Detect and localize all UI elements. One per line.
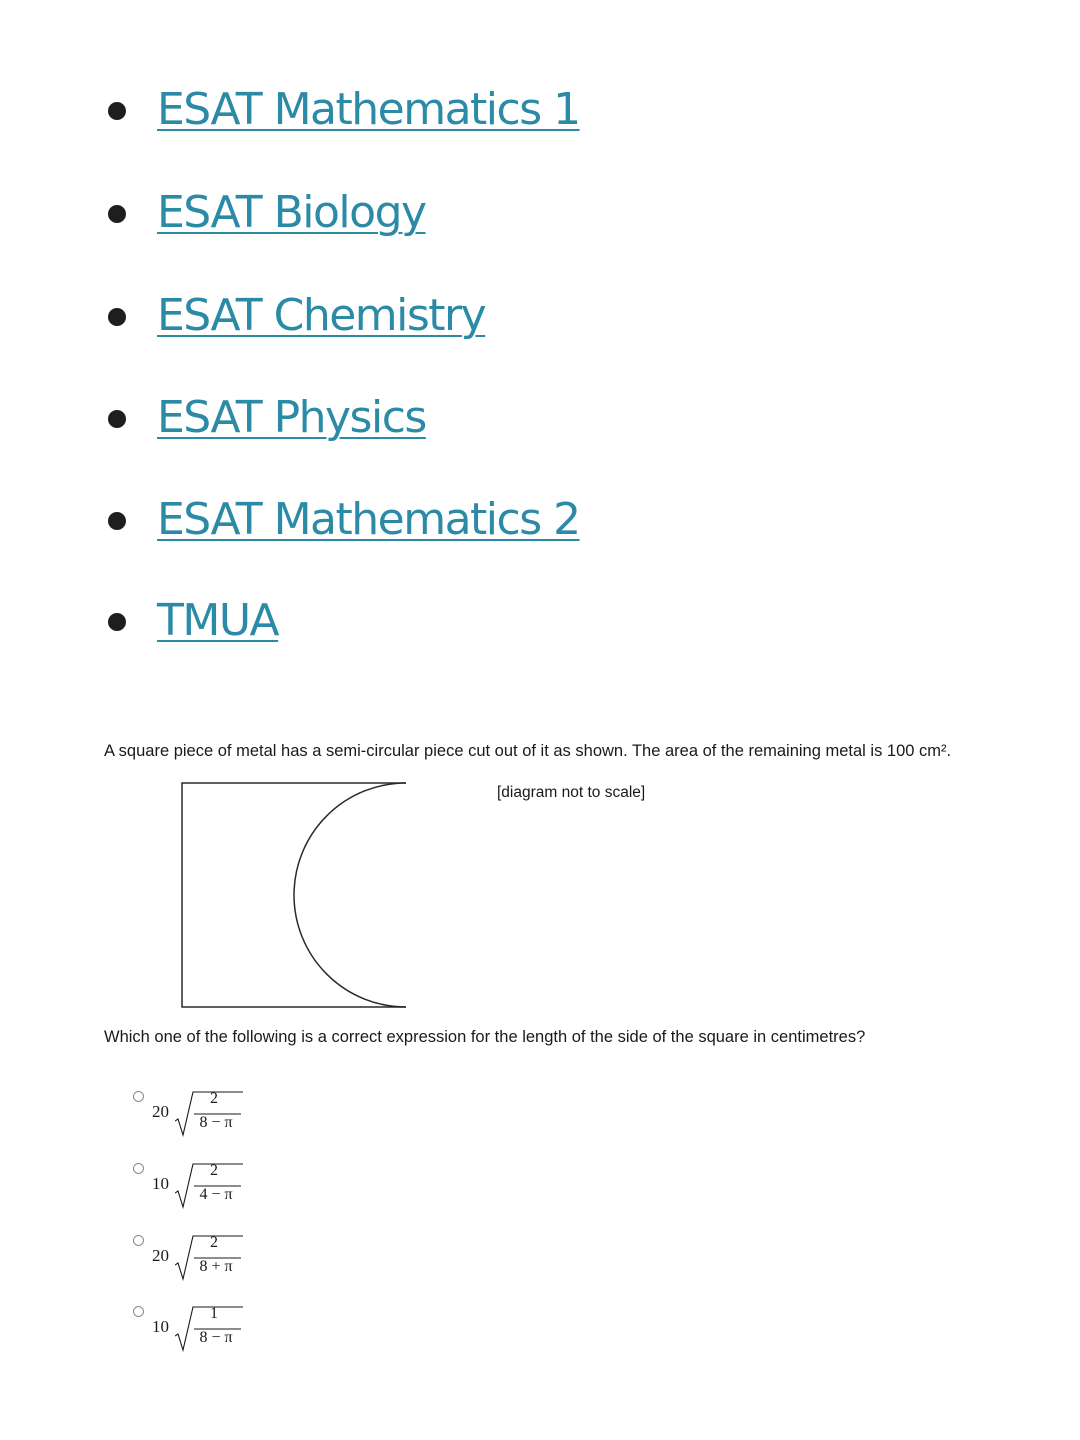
option-coefficient: 20	[152, 1102, 169, 1121]
link-item-esat-chemistry	[0, 281, 760, 351]
square-semicircle-diagram	[176, 776, 416, 1016]
link-item-esat-mathematics-1	[0, 75, 760, 145]
link-esat-mathematics-2[interactable]: ESAT Mathematics 2	[157, 494, 580, 545]
link-esat-biology[interactable]: ESAT Biology	[157, 187, 426, 238]
bullet-icon	[108, 512, 126, 530]
link-item-esat-physics	[0, 383, 760, 453]
option-denominator: 8 + π	[199, 1258, 233, 1275]
option-numerator: 2	[210, 1162, 218, 1179]
option-coefficient: 10	[152, 1174, 169, 1193]
diagram-note: [diagram not to scale]	[497, 784, 646, 801]
link-item-esat-biology	[0, 178, 760, 248]
option-numerator: 2	[210, 1090, 218, 1107]
radio-button[interactable]	[133, 1163, 144, 1174]
option-denominator: 8 − π	[199, 1114, 233, 1131]
option-denominator: 4 − π	[199, 1186, 233, 1203]
radio-button[interactable]	[133, 1091, 144, 1102]
radio-button[interactable]	[133, 1235, 144, 1246]
bullet-icon	[108, 205, 126, 223]
question-intro: A square piece of metal has a semi-circular piece cut out of it as shown. The area of the remaining metal is 100 cm².	[104, 742, 952, 760]
option-c[interactable]	[130, 1235, 270, 1297]
semicircle-cutout	[294, 783, 406, 1007]
link-esat-mathematics-1[interactable]: ESAT Mathematics 1	[157, 84, 580, 135]
bullet-icon	[108, 308, 126, 326]
link-esat-chemistry[interactable]: ESAT Chemistry	[157, 290, 486, 341]
option-b[interactable]	[130, 1163, 270, 1225]
link-item-esat-mathematics-2	[0, 485, 760, 555]
bullet-icon	[108, 410, 126, 428]
bullet-icon	[108, 613, 126, 631]
bullet-icon	[108, 102, 126, 120]
option-d[interactable]	[130, 1306, 270, 1368]
option-coefficient: 20	[152, 1246, 169, 1265]
radio-button[interactable]	[133, 1306, 144, 1317]
option-numerator: 1	[210, 1305, 218, 1322]
option-coefficient: 10	[152, 1317, 169, 1336]
link-item-tmua	[0, 586, 760, 656]
question-prompt: Which one of the following is a correct expression for the length of the side of the square in centimetres?	[104, 1028, 866, 1046]
option-a[interactable]	[130, 1091, 270, 1153]
option-denominator: 8 − π	[199, 1329, 233, 1346]
link-tmua[interactable]: TMUA	[157, 595, 279, 646]
option-numerator: 2	[210, 1234, 218, 1251]
link-esat-physics[interactable]: ESAT Physics	[157, 392, 426, 443]
